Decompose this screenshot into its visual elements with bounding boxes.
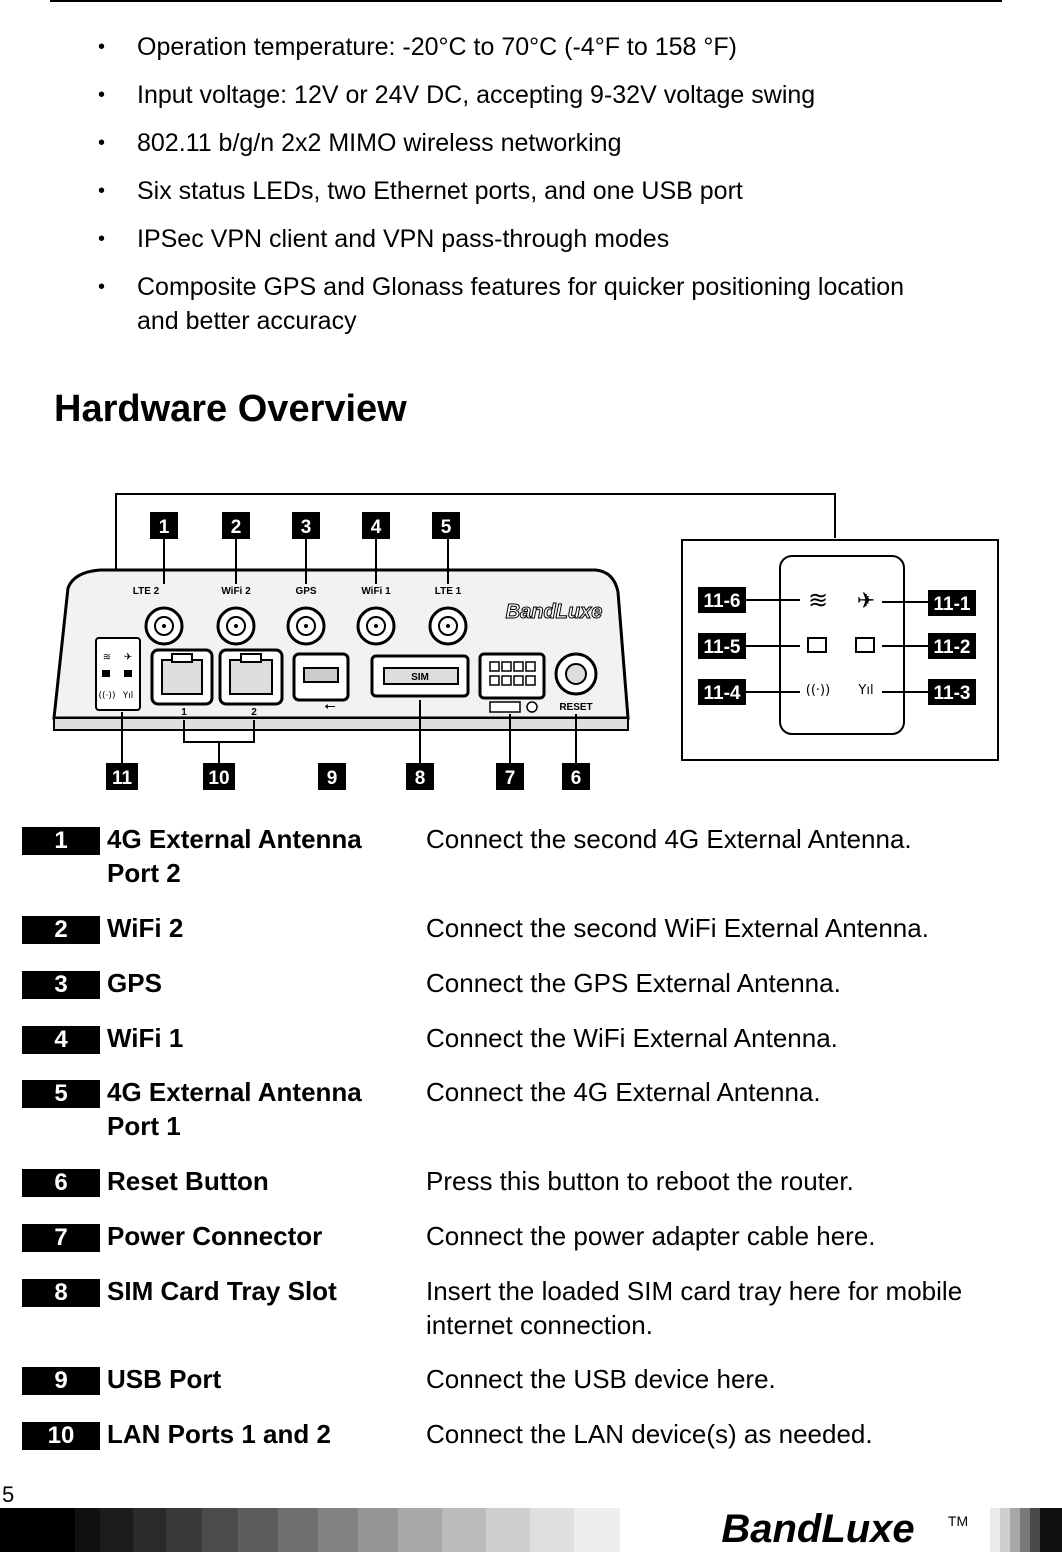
feature-item bbox=[98, 270, 937, 338]
lan-port-label: 2 bbox=[251, 707, 257, 718]
component-name: USB Port bbox=[107, 1364, 222, 1394]
antenna-label: LTE 1 bbox=[434, 586, 462, 597]
led-callout-label: 11-3 bbox=[933, 683, 971, 704]
component-name: 4G External Antenna Port 1 bbox=[107, 1077, 362, 1141]
component-name: LAN Ports 1 and 2 bbox=[107, 1419, 331, 1449]
lan2-led-icon bbox=[124, 670, 132, 677]
bullet-icon: • bbox=[98, 276, 106, 298]
reset-label: RESET bbox=[559, 702, 593, 713]
section-title: Hardware Overview bbox=[54, 388, 407, 430]
component-description: Connect the GPS External Antenna. bbox=[426, 968, 841, 998]
component-number: 3 bbox=[22, 971, 100, 999]
led-callout-label: 11-1 bbox=[933, 594, 971, 615]
feature-text: IPSec VPN client and VPN pass-through modes bbox=[137, 225, 670, 253]
callout-label: 11 bbox=[111, 768, 133, 789]
lan1-led-icon bbox=[102, 670, 110, 677]
component-number: 5 bbox=[22, 1080, 100, 1108]
feature-text: Six status LEDs, two Ethernet ports, and one USB port bbox=[137, 177, 743, 205]
component-number: 4 bbox=[22, 1026, 100, 1054]
component-name: 4G External Antenna Port 2 bbox=[107, 824, 362, 888]
component-number: 2 bbox=[22, 916, 100, 944]
component-description: Connect the WiFi External Antenna. bbox=[426, 1023, 838, 1053]
bullet-icon: • bbox=[98, 36, 106, 58]
feature-text: Composite GPS and Glonass features for quicker positioning location and better accuracy bbox=[137, 273, 905, 335]
dc-icon bbox=[490, 702, 520, 712]
bullet-icon: • bbox=[98, 228, 106, 250]
component-name: Reset Button bbox=[107, 1166, 269, 1196]
hardware-diagram bbox=[40, 480, 1020, 800]
led-callout-label: 11-4 bbox=[703, 683, 741, 704]
component-description: Press this button to reboot the router. bbox=[426, 1166, 854, 1196]
usb-icon: ⭠ bbox=[324, 698, 336, 714]
led-callout-label: 11-6 bbox=[703, 591, 741, 612]
antenna-label: WiFi 2 bbox=[221, 586, 251, 597]
callout-label: 2 bbox=[230, 517, 242, 538]
gps-led-icon: ✈ bbox=[856, 589, 876, 614]
bullet-icon: • bbox=[98, 84, 106, 106]
component-description: Insert the loaded SIM card tray here for mobile internet connection. bbox=[426, 1276, 963, 1340]
feature-text: 802.11 b/g/n 2x2 MIMO wireless networking bbox=[137, 129, 622, 157]
led-callout-label: 11-5 bbox=[703, 637, 741, 658]
feature-item bbox=[98, 222, 998, 256]
component-number: 8 bbox=[22, 1279, 100, 1307]
callout-label: 1 bbox=[158, 517, 170, 538]
top-rule bbox=[50, 0, 1002, 2]
callout-label: 4 bbox=[370, 517, 382, 538]
gps-icon: ✈ bbox=[123, 652, 133, 663]
callout-label: 9 bbox=[326, 768, 338, 789]
signal-zoom-icon: Yıl bbox=[858, 683, 874, 698]
callout-label: 10 bbox=[208, 768, 230, 789]
callout-label: 7 bbox=[504, 768, 516, 789]
component-name: Power Connector bbox=[107, 1221, 323, 1251]
callout-label: 5 bbox=[440, 517, 452, 538]
callout-label: 6 bbox=[570, 768, 582, 789]
antenna-label: LTE 2 bbox=[132, 586, 160, 597]
antenna-label: GPS bbox=[295, 586, 317, 597]
led-callout-label: 11-2 bbox=[933, 637, 971, 658]
callout-label: 3 bbox=[300, 517, 312, 538]
feature-item bbox=[98, 78, 998, 112]
feature-text: Input voltage: 12V or 24V DC, accepting 9-32V voltage swing bbox=[137, 81, 816, 109]
power-icon bbox=[527, 702, 537, 712]
callout-label: 8 bbox=[414, 768, 426, 789]
component-description: Connect the USB device here. bbox=[426, 1364, 776, 1394]
feature-list bbox=[98, 30, 998, 352]
component-description: Connect the LAN device(s) as needed. bbox=[426, 1419, 873, 1449]
footer-graphic bbox=[0, 1508, 1062, 1552]
component-name: SIM Card Tray Slot bbox=[107, 1276, 337, 1306]
hardware-diagram-svg bbox=[40, 480, 1020, 800]
component-name: WiFi 2 bbox=[107, 913, 184, 943]
component-name: GPS bbox=[107, 968, 162, 998]
component-number: 9 bbox=[22, 1367, 100, 1395]
lan-port-label: 1 bbox=[181, 707, 187, 718]
component-number: 1 bbox=[22, 827, 100, 855]
component-number: 7 bbox=[22, 1224, 100, 1252]
feature-text: Operation temperature: -20°C to 70°C (-4°F to 158 °F) bbox=[137, 33, 737, 61]
component-number: 6 bbox=[22, 1169, 100, 1197]
antenna-label: WiFi 1 bbox=[361, 586, 391, 597]
component-description: Connect the power adapter cable here. bbox=[426, 1221, 876, 1251]
antenna-led-icon: ((·)) bbox=[98, 691, 116, 701]
antenna-zoom-icon: ((·)) bbox=[805, 683, 831, 698]
page-number: 5 bbox=[2, 1482, 15, 1507]
bullet-icon: • bbox=[98, 180, 106, 202]
sim-label: SIM bbox=[411, 672, 429, 683]
device-brand: BandLuxe bbox=[505, 601, 603, 623]
footer-bar bbox=[0, 1508, 1062, 1552]
wifi-icon: ≋ bbox=[102, 652, 112, 663]
component-number: 10 bbox=[22, 1422, 100, 1450]
footer-brand: BandLuxe bbox=[721, 1508, 915, 1551]
component-description: Connect the 4G External Antenna. bbox=[426, 1077, 821, 1107]
component-description: Connect the second 4G External Antenna. bbox=[426, 824, 912, 854]
feature-item bbox=[98, 30, 998, 64]
bullet-icon: • bbox=[98, 132, 106, 154]
component-name: WiFi 1 bbox=[107, 1023, 184, 1053]
wifi-led-icon: ≋ bbox=[807, 586, 829, 614]
feature-item bbox=[98, 126, 998, 160]
component-description: Connect the second WiFi External Antenna. bbox=[426, 913, 929, 943]
feature-item bbox=[98, 174, 998, 208]
footer-trademark: TM bbox=[947, 1513, 969, 1529]
signal-icon: Yıl bbox=[122, 691, 134, 701]
